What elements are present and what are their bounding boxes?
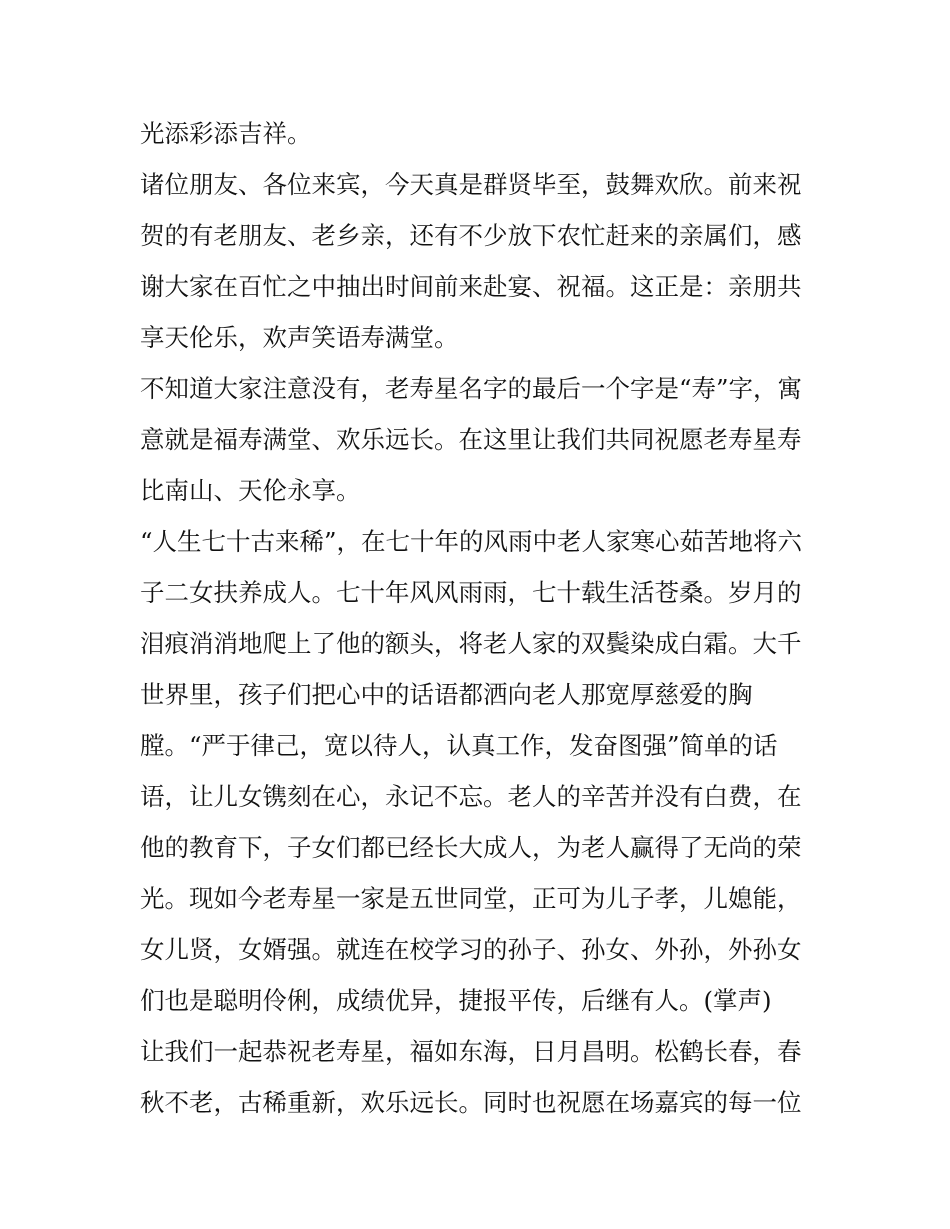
text-line: 诸位朋友、各位来宾，今天真是群贤毕至，鼓舞欢欣。前来祝 (140, 170, 802, 199)
text-line: 让我们一起恭祝老寿星，福如东海，日月昌明。松鹤长春，春 (140, 1037, 802, 1066)
text-line: 享天伦乐，欢声笑语寿满堂。 (140, 323, 459, 352)
text-line: 们也是聪明伶俐，成绩优异，捷报平传，后继有人。(掌声) (140, 986, 772, 1015)
text-line: 语，让儿女镌刻在心，永记不忘。老人的辛苦并没有白费，在 (140, 782, 802, 811)
text-line: 光。现如今老寿星一家是五世同堂，正可为儿子孝，儿媳能， (140, 884, 802, 913)
text-line: 谢大家在百忙之中抽出时间前来赴宴、祝福。这正是：亲朋共 (140, 272, 802, 301)
text-line: 泪痕消消地爬上了他的额头，将老人家的双鬓染成白霜。大千 (140, 629, 802, 658)
text-line: 不知道大家注意没有，老寿星名字的最后一个字是“寿”字，寓 (140, 374, 803, 403)
text-line: 意就是福寿满堂、欢乐远长。在这里让我们共同祝愿老寿星寿 (140, 425, 802, 454)
text-line: “人生七十古来稀”，在七十年的风雨中老人家寒心茹苦地将六 (140, 527, 803, 556)
text-line: 贺的有老朋友、老乡亲，还有不少放下农忙赶来的亲属们，感 (140, 221, 802, 250)
text-line: 女儿贤，女婿强。就连在校学习的孙子、孙女、外孙，外孙女 (140, 935, 802, 964)
text-line: 他的教育下，子女们都已经长大成人，为老人赢得了无尚的荣 (140, 833, 802, 862)
text-line: 子二女扶养成人。七十年风风雨雨，七十载生活苍桑。岁月的 (140, 578, 802, 607)
text-line: 秋不老，古稀重新，欢乐远长。同时也祝愿在场嘉宾的每一位 (140, 1088, 802, 1117)
document-body (140, 108, 820, 1128)
text-line: 光添彩添吉祥。 (140, 119, 312, 148)
text-line: 膛。“严于律己，宽以待人，认真工作，发奋图强”简单的话 (140, 731, 778, 760)
text-line: 世界里，孩子们把心中的话语都洒向老人那宽厚慈爱的胸 (140, 680, 753, 709)
text-line: 比南山、天伦永享。 (140, 476, 361, 505)
